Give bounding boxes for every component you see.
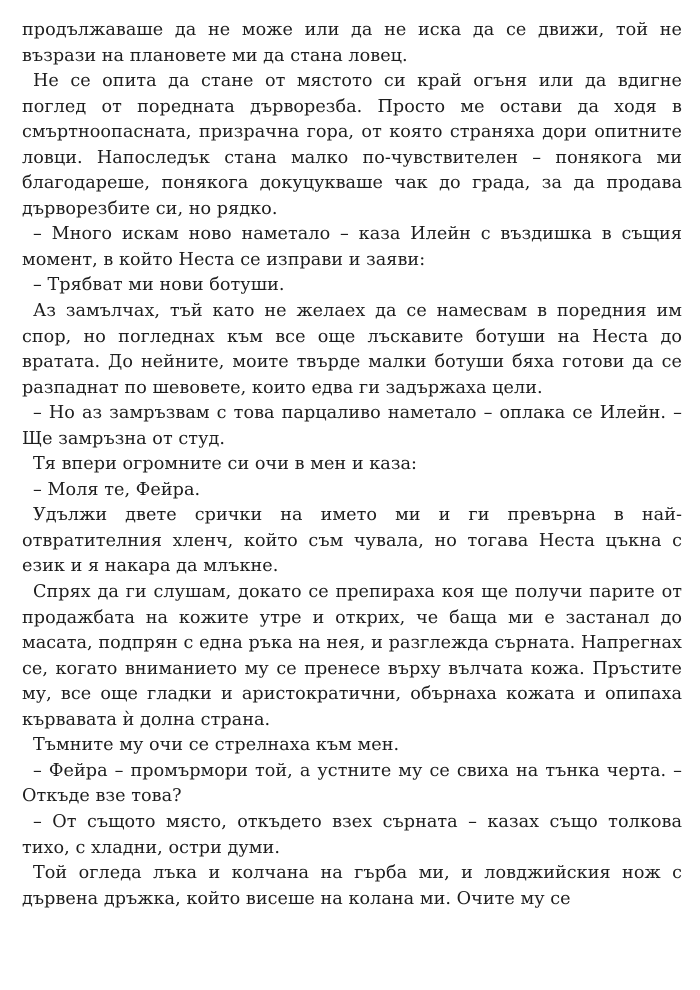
- paragraph: продължаваше да не може или да не иска да се движи, той не възрази на плановете ми да стана ловец.: [22, 20, 682, 66]
- paragraph: – Но аз замръзвам с това парцаливо наметало – оплака се Илейн. – Ще замръзна от студ.: [22, 403, 682, 449]
- paragraph: – Много искам ново наметало – каза Илейн с въздишка в същия момент, в който Неста се изправи и заяви:: [22, 224, 682, 270]
- paragraph: Той огледа лъка и колчана на гърба ми, и ловджийския нож с дървена дръжка, който висеше на колана ми. Очите му се: [22, 863, 682, 909]
- body-text: [22, 18, 682, 912]
- paragraph: Тя впери огромните си очи в мен и каза:: [33, 454, 417, 475]
- paragraph: – От същото място, откъдето взех сърната – казах също толкова тихо, с хладни, остри думи.: [22, 811, 682, 858]
- paragraph: Тъмните му очи се стрелнаха към мен.: [33, 735, 400, 756]
- paragraph: Спрях да ги слушам, докато се препираха коя ще получи парите от продажбата на кожите утре и открих, че баща ми е застанал до масата, подпрян с една ръка на нея, и разглежда сърната. Напрегнах се, когато вниманието му се пренесе върху вълчата кожа. Пръстите му, все още гладки и аристократични, обърнаха кожата и опипаха кървавата ѝ долна страна.: [22, 582, 682, 730]
- paragraph: – Фейра – промърмори той, а устните му се свиха на тънка черта. – Откъде взе това?: [22, 760, 682, 807]
- paragraph: Аз замълчах, тъй като не желаех да се намесвам в поредния им спор, но погледнах към все още лъскавите ботуши на Неста до вратата. До нейните, моите твърде малки ботуши бяха готови да се разпаднат по шевовете, които едва ги задържаха цели.: [22, 301, 682, 398]
- paragraph: Не се опита да стане от мястото си край огъня или да вдигне поглед от поредната дърворезба. Просто ме остави да ходя в смъртноопасната, призрачна гора, от която страняха дори опитните ловци. Напоследък стана малко по-чувствителен – понякога ми благодареше, понякога докуцукваше чак до града, за да продава дърворезбите си, но рядко.: [22, 71, 682, 219]
- paragraph: – Моля те, Фейра.: [33, 479, 201, 500]
- paragraph: Удължи двете срички на името ми и ги превърна в най-отвратителния хленч, който съм чувала, но тогава Неста цъкна с език и я накара да млъкне.: [22, 505, 682, 577]
- paragraph: – Трябват ми нови ботуши.: [33, 275, 285, 296]
